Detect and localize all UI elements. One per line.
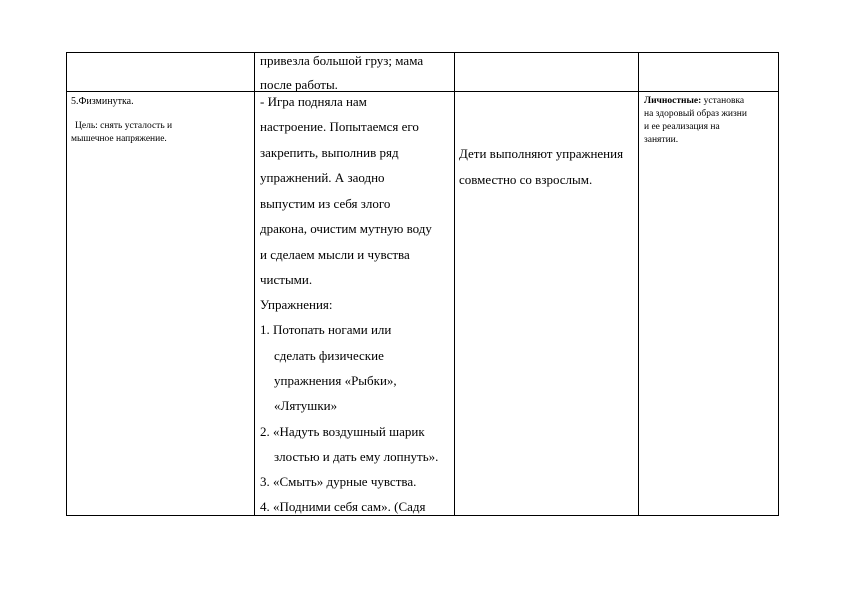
teacher-text-line: злостью и дать ему лопнуть». [274, 449, 439, 464]
teacher-text-line: 3. «Смыть» дурные чувства. [260, 474, 417, 489]
uud-text-line: на здоровый образ жизни [644, 109, 747, 119]
column-divider-3 [638, 52, 639, 516]
teacher-text-line: упражнений. А заодно [260, 170, 385, 185]
teacher-text-line: закрепить, выполнив ряд [260, 145, 399, 160]
teacher-text-line: и сделаем мысли и чувства [260, 247, 410, 262]
children-activity-line: совместно со взрослым. [459, 172, 593, 187]
cell-text-line: после работы. [260, 77, 338, 92]
uud-text-line: и ее реализация на [644, 122, 720, 132]
stage-title: 5.Физминутка. [71, 96, 134, 107]
table-left-border [66, 52, 67, 516]
goal-text-line: мышечное напряжение. [71, 134, 167, 144]
teacher-text-line: чистыми. [260, 272, 313, 287]
teacher-text-line: «Лятушки» [274, 398, 338, 413]
uud-first-line [644, 96, 744, 108]
row-divider [66, 91, 779, 92]
teacher-text-line: дракона, очистим мутную воду [260, 221, 432, 236]
teacher-text-line: упражнения «Рыбки», [274, 373, 397, 388]
uud-text: установка [701, 96, 745, 106]
teacher-text-line: сделать физические [274, 348, 384, 363]
teacher-text-line: выпустим из себя злого [260, 196, 391, 211]
teacher-text-line: 1. Потопать ногами или [260, 322, 392, 337]
table-bottom-border [66, 515, 779, 516]
teacher-text-line: - Игра подняла нам [260, 94, 367, 109]
uud-label: Личностные: [644, 96, 702, 106]
teacher-text-line: 2. «Надуть воздушный шарик [260, 424, 425, 439]
teacher-text-line: 4. «Подними себя сам». (Садя [260, 499, 426, 514]
uud-text-line: занятии. [644, 135, 679, 145]
teacher-text-line: настроение. Попытаемся его [260, 119, 419, 134]
column-divider-1 [254, 52, 255, 516]
table-right-border [778, 52, 779, 516]
children-activity-line: Дети выполняют упражнения [459, 146, 624, 161]
cell-text-line: привезла большой груз; мама [260, 53, 424, 68]
teacher-text-line: Упражнения: [260, 297, 333, 312]
column-divider-2 [454, 52, 455, 516]
goal-text-line: Цель: снять усталость и [75, 121, 173, 131]
